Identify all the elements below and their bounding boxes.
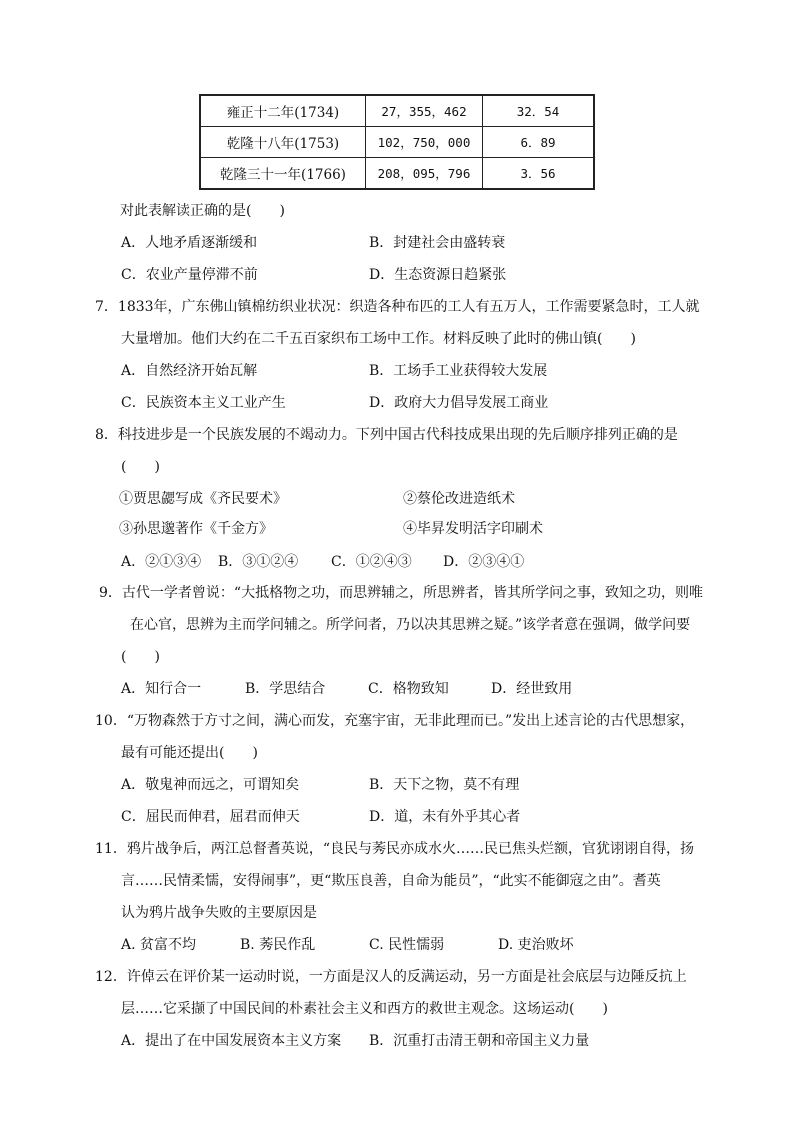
question-10-line-2: 最有可能还提出( ) — [121, 745, 258, 761]
population-table — [199, 94, 595, 190]
question-8-item-2: ②蔡伦改进造纸术 — [403, 491, 515, 507]
question-11-line-2: 言……民情柔懦，安得闹事”，更“欺压良善，自命为能员”，“此实不能御寇之由”。耆英 — [121, 873, 661, 889]
question-7-option-b: B．工场手工业获得较大发展 — [369, 363, 548, 379]
table-cell: 乾隆三十一年(1766) — [200, 158, 366, 190]
table-cell: 3．56 — [483, 158, 595, 190]
table-row — [200, 127, 594, 158]
question-11-line-3: 认为鸦片战争失败的主要原因是 — [121, 905, 317, 921]
question-12-line-1: 12．许倬云在评价某一运动时说，一方面是汉人的反满运动，另一方面是社会底层与边陲反抗上 — [95, 969, 687, 985]
question-11-option-b: B. 莠民作乱 — [240, 937, 316, 953]
question-6-option-b: B．封建社会由盛转衰 — [369, 235, 506, 251]
question-10-option-a: A．敬鬼神而远之，可谓知矣 — [121, 777, 300, 793]
question-9-option-c: C．格物致知 — [368, 681, 449, 697]
question-8-line-1: 8．科技进步是一个民族发展的不竭动力。下列中国古代科技成果出现的先后顺序排列正确的是 — [95, 427, 678, 443]
question-11-option-a: A. 贫富不均 — [121, 937, 197, 953]
question-7-option-c: C．民族资本主义工业产生 — [121, 395, 286, 411]
question-9-line-1: 9．古代一学者曾说：“大抵格物之功，而思辨辅之，所思辨者，皆其所学问之事，致知之功，则唯 — [99, 585, 704, 601]
question-12-option-a: A．提出了在中国发展资本主义方案 — [121, 1033, 342, 1049]
question-7-option-d: D．政府大力倡导发展工商业 — [369, 395, 549, 411]
question-11-line-1: 11．鸦片战争后，两江总督耆英说，“良民与莠民亦成水火……民已焦头烂额，官犹诩诩自得，扬 — [95, 841, 694, 857]
question-8-option-b: B．③①②④ — [218, 554, 299, 570]
question-8-option-c: C．①②④③ — [331, 554, 412, 570]
question-8-option-d: D．②③④① — [443, 554, 525, 570]
question-6-option-a: A．人地矛盾逐渐缓和 — [121, 235, 258, 251]
question-11-option-c: C. 民性懦弱 — [369, 937, 445, 953]
question-9-option-b: B．学思结合 — [245, 681, 326, 697]
table-cell: 雍正十二年(1734) — [200, 95, 366, 127]
question-9-option-a: A．知行合一 — [121, 681, 202, 697]
table-cell: 208，095，796 — [366, 158, 483, 190]
table-row — [200, 95, 594, 127]
question-8-item-1: ①贾思勰写成《齐民要术》 — [119, 491, 287, 507]
table-cell: 乾隆十八年(1753) — [200, 127, 366, 158]
question-9-line-3: ( ) — [121, 649, 160, 665]
question-9-option-d: D．经世致用 — [491, 681, 573, 697]
question-8-item-3: ③孙思邈著作《千金方》 — [119, 521, 273, 537]
question-8-line-2: ( ) — [121, 459, 160, 475]
table-cell: 32．54 — [483, 95, 595, 127]
question-12-option-b: B．沉重打击清王朝和帝国主义力量 — [369, 1033, 590, 1049]
question-10-line-1: 10．“万物森然于方寸之间，满心而发，充塞宇宙，无非此理而已。”发出上述言论的古代思想家， — [95, 713, 695, 729]
question-10-option-d: D．道，未有外乎其心者 — [369, 809, 521, 825]
table-cell: 6．89 — [483, 127, 595, 158]
question-6-option-c: C．农业产量停滞不前 — [121, 267, 258, 283]
question-7-line-2: 大量增加。他们大约在二千五百家织布工场中工作。材料反映了此时的佛山镇( ) — [121, 331, 636, 347]
question-12-line-2: 层……它采撷了中国民间的朴素社会主义和西方的救世主观念。这场运动( ) — [121, 1001, 608, 1017]
question-8-item-4: ④毕昇发明活字印刷术 — [403, 521, 543, 537]
question-9-line-2: 在心官，思辨为主而学问辅之。所学问者，乃以决其思辨之疑。”该学者意在强调，做学问要 — [130, 617, 691, 633]
question-6-stem: 对此表解读正确的是( ) — [120, 203, 285, 219]
question-10-option-b: B．天下之物，莫不有理 — [369, 777, 520, 793]
table-row — [200, 158, 594, 190]
question-6-option-d: D．生态资源日趋紧张 — [369, 267, 507, 283]
question-7-option-a: A．自然经济开始瓦解 — [121, 363, 258, 379]
question-8-option-a: A．②①③④ — [121, 554, 202, 570]
question-7-line-1: 7．1833年，广东佛山镇棉纺织业状况：织造各种布匹的工人有五万人，工作需要紧急时，工人就 — [95, 299, 700, 315]
question-10-option-c: C．屈民而伸君，屈君而伸天 — [121, 809, 300, 825]
table-cell: 27，355，462 — [366, 95, 483, 127]
question-11-option-d: D. 吏治败坏 — [498, 937, 574, 953]
table-cell: 102，750，000 — [366, 127, 483, 158]
